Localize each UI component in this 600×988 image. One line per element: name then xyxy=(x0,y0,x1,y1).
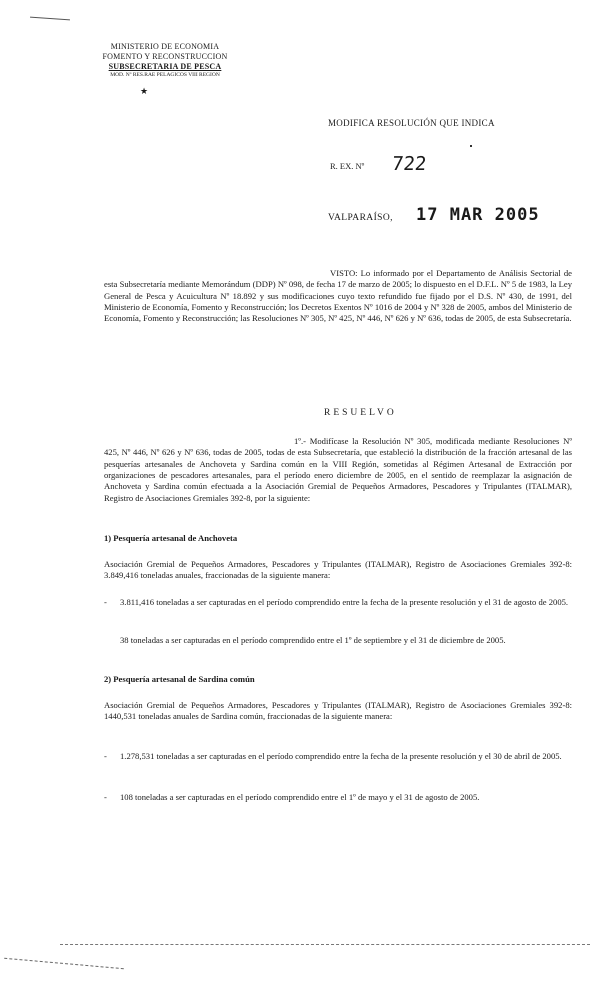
ministry-line-1: MINISTERIO DE ECONOMIA xyxy=(110,42,220,51)
resolution-number-prefix: R. EX. Nº xyxy=(330,161,365,171)
document-reference-title: MODIFICA RESOLUCIÓN QUE INDICA xyxy=(328,118,495,128)
ministry-header xyxy=(80,42,250,79)
section-1-item-1: 3.811,416 toneladas a ser capturadas en el período comprendido entre la fecha de la presente resolución y el 31 de agosto de 2005. xyxy=(120,597,569,607)
ministry-line-2: FOMENTO Y RECONSTRUCCION xyxy=(102,52,228,61)
date-stamp: 17 MAR 2005 xyxy=(416,205,540,225)
resuelvo-heading: RESUELVO xyxy=(324,408,397,418)
section-1-heading: 1) Pesquería artesanal de Anchoveta xyxy=(104,533,238,543)
star-icon: ★ xyxy=(140,86,149,96)
section-1-intro: Asociación Gremial de Pequeños Armadores, Pescadores y Tripulantes (ITALMAR), Registro de Asociaciones Gremiales 392-8: 3.849,416 toneladas anuales, fraccionadas de la siguiente manera: xyxy=(104,559,572,581)
visto-paragraph: VISTO: Lo informado por el Departamento de Análisis Sectorial de esta Subsecretaría mediante Memorándum (DDP) Nº 098, de fecha 17 de marzo de 2005; lo dispuesto en el D.F.L. Nº 5 de 1983, la Ley General de Pesca y Acuicultura Nº 18.892 y sus modificaciones cuyo texto refundido fue fijado por el D.S. Nº 430, de 1991, del Ministerio de Economía, Fomento y Reconstrucción; los Decretos Exentos Nº 1016 de 2004 y Nº 328 de 2005, ambos del Ministerio de Economía, Fomento y Reconstrucción; las Resoluciones Nº 305, Nº 425, Nº 446, Nº 626 y Nº 636, todas de 2005, de esta Subsecretaría. xyxy=(104,268,572,324)
scan-mark-top xyxy=(30,17,70,21)
page-footer-rule xyxy=(60,944,590,945)
bullet-marker: - xyxy=(104,751,107,761)
bullet-marker: - xyxy=(104,597,107,607)
stamp-line: MOD. Nº RES.RAE PELAGICOS VIII REGION xyxy=(110,72,220,78)
section-2-item-2: 108 toneladas a ser capturadas en el período comprendido entre el 1º de mayo y el 31 de agosto de 2005. xyxy=(120,792,480,802)
resolution-number: 722 xyxy=(390,153,428,175)
scan-mark-bottom xyxy=(4,958,124,969)
bullet-marker: - xyxy=(104,792,107,802)
article-1-paragraph: 1º.- Modifícase la Resolución Nº 305, modificada mediante Resoluciones Nº 425, Nº 446, Nº 626 y Nº 636, todas de 2005, todas de esta Subsecretaría, que estableció la distribución de la fracción artesanal de las pesquerías artesanales de Anchoveta y Sardina común en la VIII Región, sometidas al Régimen Artesanal de Extracción por organizaciones de pescadores artesanales, para el período enero diciembre de 2005, en el sentido de reemplazar la asignación de Anchoveta y Sardina común efectuada a la Asociación Gremial de Pequeños Armadores, Pescadores y Tripulantes (ITALMAR), Registro de Asociaciones Gremiales 392-8, por la siguiente: xyxy=(104,436,572,503)
subsecretaria-title: SUBSECRETARIA DE PESCA xyxy=(108,62,222,71)
section-2-item-1: 1.278,531 toneladas a ser capturadas en el período comprendido entre la fecha de la presente resolución y el 30 de abril de 2005. xyxy=(120,751,562,761)
section-2-intro: Asociación Gremial de Pequeños Armadores, Pescadores y Tripulantes (ITALMAR), Registro de Asociaciones Gremiales 392-8: 1440,531 toneladas anuales de Sardina común, fraccionadas de la siguiente manera: xyxy=(104,700,572,722)
dot-mark xyxy=(470,145,472,147)
section-1-item-2: 38 toneladas a ser capturadas en el período comprendido entre el 1º de septiembre y el 31 de diciembre de 2005. xyxy=(120,635,506,645)
section-2-heading: 2) Pesquería artesanal de Sardina común xyxy=(104,674,255,684)
place-label: VALPARAÍSO, xyxy=(328,213,393,223)
